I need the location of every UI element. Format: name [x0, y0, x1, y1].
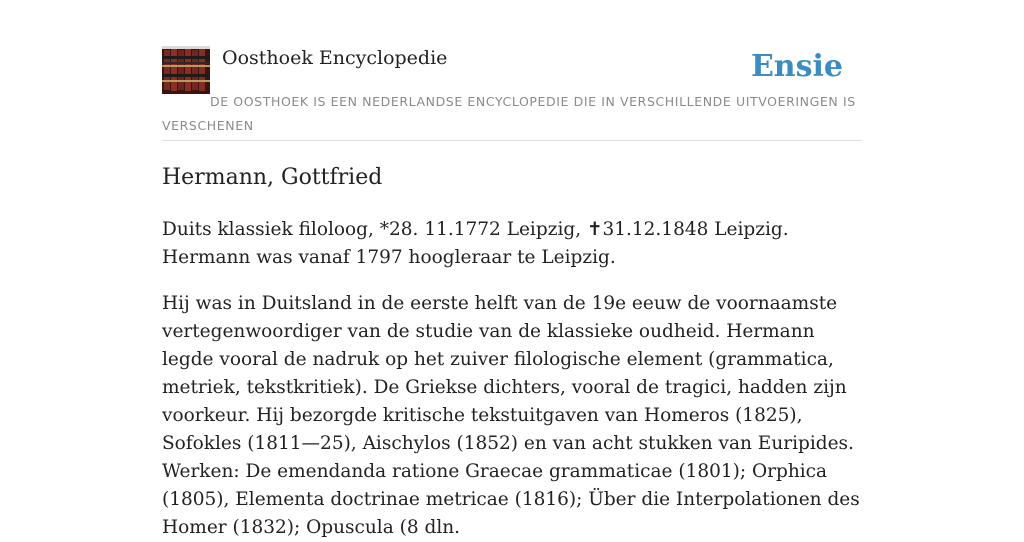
article-paragraph: Hij was in Duitsland in de eerste helft van de 19e eeuw de voornaamste vertegenwoordiger van de studie van de klassieke oudheid. Hermann legde vooral de nadruk op het zuiver filologische element (grammatica, metriek, tekstkritiek). De Griekse dichters, vooral de tragici, hadden zijn voorkeur. Hij bezorgde kritische tekstuitgaven van Homeros (1825), Sofokles (1811—25), Aischylos (1852) en van acht stukken van Euripides. Werken: De emendanda ratione Graecae grammaticae (1801); Orphica (1805), Elementa doctrinae metricae (1816); Über die Interpolationen des Homer (1832); Opuscula (8 dln.	[162, 293, 860, 538]
site-title[interactable]: Oosthoek Encyclopedie	[222, 47, 448, 69]
article-paragraph: Duits klassiek filoloog, *28. 11.1772 Leipzig, ✝31.12.1848 Leipzig. Hermann was vanaf 1797 hoogleraar te Leipzig.	[162, 219, 789, 268]
site-tagline: DE OOSTHOEK IS EEN NEDERLANDSE ENCYCLOPEDIE DIE IN VERSCHILLENDE UITVOERINGEN IS VERSCHENEN	[162, 94, 856, 133]
encyclopedia-books-image	[162, 46, 210, 94]
article	[162, 162, 862, 542]
brand-logo[interactable]: Ensie	[750, 49, 843, 84]
site-avatar[interactable]	[162, 46, 210, 94]
article-title: Hermann, Gottfried	[162, 165, 383, 190]
site-header	[162, 46, 862, 141]
